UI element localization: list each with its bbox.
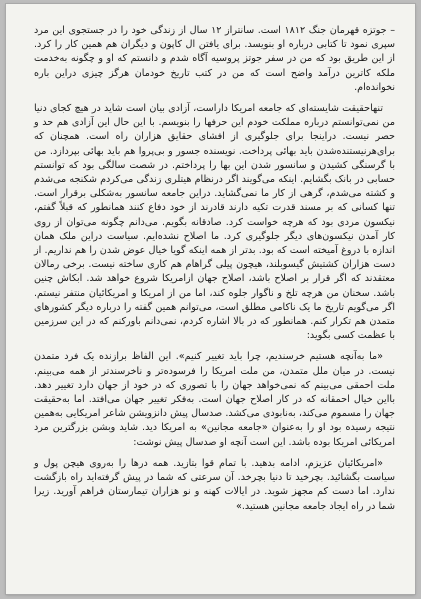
paragraph-3-quote: «ما به‌آنچه هستیم خرسندیم، چرا باید تغییر کنیم». این الفاظ برازنده یک فرد متمدن نیست. در میان ملل متمدن، من ملت امریکا را فرسوده‌تر و ناخرسندتر از همه می‌بینم. ملت احمقی می‌بینم که نمی‌خواهد جهان را با تصوری که در خود از جهان دارد تغییر دهد. بااین خیال احمقانه که در کار اصلاح جهان است. به‌فکر تغییر جهان می‌افتد. اما به‌حقیقت جهان را مسموم می‌کند، به‌نابودی می‌کشد. صدسال پیش دانزویشن شاعر امریکایی به‌همین نتیجه رسیده بود او را به‌عنوان «جامعه مجانین» به امریکا دید. شاید وبشن بزرگترین مرد امریکائی امریکا بوده باشد. این است آنچه او صدسال پیش نوشت: <box>34 351 395 448</box>
page-text <box>34 24 395 578</box>
paragraph-1: – جوتزه قهرمان جنگ ۱۸۱۲ است. سانتراز ۱۲ سال از زندگی خود را در جستجوی این مرد سپری نمود تا کتابی درباره او بنویسد. برای یافتن ال کاپون و دیگران هم همین کار را کرد. از این طریق بود که من در سفر جوتز پروسیه آگاه شدم و دانستم که او و چگونه به‌خدمت ملکه کاترین درآمد واضح است که من در کتب تاریخ خودمان هرگز چیزی دراین باره نخوانده‌ام. <box>34 25 395 93</box>
scanned-page <box>6 4 415 594</box>
paragraph-gap <box>34 98 395 99</box>
paragraph-gap <box>34 453 395 454</box>
paragraph-4-quote: «امریکائیان عزیزم، ادامه بدهید. با تمام قوا بتازید. همه درها را به‌روی هیچن پول و سیاست بگشائید. بچرخید تا دنیا بچرخد. آن سرعتی که شما در پیش گرفته‌اید راه بازگشت ندارد. اما دست کم مجهز شوید. در ایالات کهنه و نو هزاران تیمارستان فراهم آورید. زیرا شما در راه ایجاد جامعه مجانین هستید.» <box>34 457 395 512</box>
paragraph-gap <box>34 346 395 347</box>
paragraph-2: تنها‌حقیقت شایسته‌ای که جامعه امریکا داراست، آزادی بیان است شاید در هیچ کجای دنیا من نمی‌توانستم درباره مملکت خودم این حرفها را بنویسم. با این حال این آزادی هم حد و حصر نیست. دراینجا برای جلوگیری از افشای حقایق هزاران راه است. همچنان که برای‌هرنیستنده‌شدن باید بهائی پرداخت. نویسنده جسور و بی‌پروا هم باید بهائی بپردازد. من با گرسنگی کشیدن و سانسور شدن این بها را پرداختم. در شصت سالگی بود که توانستم حسابی در بانک بگشایم. اینکه می‌گویند اگر درنظام هیتلری زندگی می‌کردم شکنجه می‌شدم و کشته می‌شدم، گرهی از کار ما نمی‌گشاید. دراین جامعه سانسور به‌شکلی برقرار است. تنها کسانی که بر مسند قدرت تکیه دارند قادرند از خود دفاع کنند همانطور که قبلاً گفتم، نیکسون مردی بود که هرچه خواست کرد. صادقانه بگویم. می‌دانم چگونه می‌توان از روی کار آمدن نیکسون‌های دیگر جلوگیری کرد. ما اصلاح نشده‌ایم. سیاست دراین ملک همان اندازه با دروغ آمیخته است که بود. بدتر از همه اینکه گویا خیال عوض شدن را هم نداریم. از دست هزاران کشتیش گیسوبلند، هیچون پیلی گراهام هم کاری ساخته نیست. برخی رمالان معتقدند که اگر قرار بر اصلاح باشد، اصلاح جهان ازامریکا شروع خواهد شد. ابکاش چنین باشد. سخنان من هرچه تلخ و ناگوار جلوه کند، اما من از امریکا و امریکائیان منتفر نیستم. اگر می‌گویم تاریخ ما یک ناکامی مطلق است، می‌توانم همین گفته را درباره دیگر کشورهای متمدن هم تکرار کنم. همانطور که در بالا اشاره کردم، نمی‌دانم باورکنم که در این سرزمین با عظمت کسی بگوید: <box>34 103 395 342</box>
